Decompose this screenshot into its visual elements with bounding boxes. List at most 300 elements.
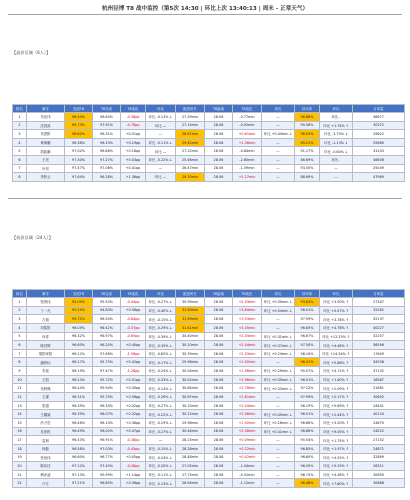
table-cell: 93.50% xyxy=(295,164,320,173)
table-cell: 环比 +14.34% ↑ xyxy=(320,349,353,358)
table-cell: 96.86% xyxy=(295,427,320,436)
table-cell: 25049 xyxy=(353,164,405,173)
table-cell: 96.07% xyxy=(93,410,121,419)
table-cell: +2.78min xyxy=(233,384,262,393)
table-cell: 30.10min xyxy=(176,341,205,350)
page-title: 杭州径博 T8 战中监控（第5次 14:30 | 环比上次 13:40:13 | 周末 - 正常天气） xyxy=(101,6,309,12)
table-cell: 95.72% xyxy=(93,375,121,384)
table-cell: 8 xyxy=(13,358,27,367)
table-cell: 10 xyxy=(13,375,27,384)
table-cell: — xyxy=(262,155,295,164)
table-cell: +0.42pp xyxy=(121,358,146,367)
column-header: T8完成 xyxy=(93,290,121,298)
table-cell: -0.37pp xyxy=(121,323,146,332)
table-cell: 40124 xyxy=(353,410,405,419)
table-cell: 28.06 xyxy=(205,341,233,350)
table-cell: +0.19pp xyxy=(121,138,146,147)
table-cell: 95.75% xyxy=(93,393,121,402)
table-header xyxy=(13,290,405,298)
table-cell: 卢江 xyxy=(27,479,65,488)
table-cell: 30693 xyxy=(353,470,405,479)
table-cell: 96.46% xyxy=(65,418,93,427)
table-cell: 14 xyxy=(13,410,27,419)
table-cell: +1.96min xyxy=(233,375,262,384)
table-cell: 26.94min xyxy=(176,479,205,488)
table-cell: 环比 +1.74% ↑ xyxy=(320,121,353,130)
table-cell: 环比 +0.29min ↓ xyxy=(262,367,295,376)
table-cell: 28.15min xyxy=(176,436,205,445)
table-cell: +0.56pp xyxy=(121,393,146,402)
table-cell: 96.09% xyxy=(295,462,320,471)
table-cell: 28.06 xyxy=(205,384,233,393)
table-cell: 96.91% xyxy=(93,436,121,445)
table-cell: -0.28pp xyxy=(121,462,146,471)
table-row xyxy=(13,323,405,332)
table-cell: 28.06 xyxy=(205,436,233,445)
table-cell: — xyxy=(320,164,353,173)
table-row xyxy=(13,375,405,384)
table-row xyxy=(13,393,405,402)
table-cell: 29.98min xyxy=(176,418,205,427)
table-cell: 冯子语 xyxy=(27,418,65,427)
table-cell: 环比 -0.15% ↓ xyxy=(146,444,176,453)
table-cell: 97.06% xyxy=(93,164,121,173)
table-cell: 96.64% xyxy=(93,113,121,122)
column-header: 配送时长 xyxy=(176,105,205,113)
table-cell: 96.60% xyxy=(295,453,320,462)
table-cell: 27.75min xyxy=(176,470,205,479)
table-cell: 28.06 xyxy=(205,349,233,358)
table-cell: 97.21% xyxy=(65,479,93,488)
table-cell: +1.14pp xyxy=(121,470,146,479)
table-header xyxy=(13,105,405,113)
column-header: 环比 xyxy=(146,290,176,298)
table-row xyxy=(13,164,405,173)
table-cell: 28.06 xyxy=(205,121,233,130)
table-cell: 吴利佩 xyxy=(27,384,65,393)
table-cell: 96.77% xyxy=(93,453,121,462)
table-cell: 环比 -0.33% ↓ xyxy=(146,375,176,384)
table-cell: 7 xyxy=(13,164,27,173)
table-cell: — xyxy=(262,479,295,488)
table-cell: 环比 -0.60% ↓ xyxy=(320,147,353,156)
column-header: 骑手 xyxy=(27,105,65,113)
table-row xyxy=(13,384,405,393)
table-cell: 37132 xyxy=(353,367,405,376)
table-cell: +2.33min xyxy=(233,349,262,358)
table-cell: -1.56pp xyxy=(121,349,146,358)
table-cell: 28.06 xyxy=(205,138,233,147)
high-area-table xyxy=(12,104,405,182)
table-cell: +3.35min xyxy=(233,323,262,332)
table-cell: 黄海鹏 xyxy=(27,138,65,147)
table-cell: 30.99min xyxy=(176,298,205,307)
table-cell: +0.30pp xyxy=(121,384,146,393)
table-cell: 环比 -0.13% ↓ xyxy=(146,479,176,488)
table-cell: 96.85% xyxy=(295,444,320,453)
table-cell: 96.20% xyxy=(93,341,121,350)
table-cell: 28.06 xyxy=(205,410,233,419)
table-cell: 陈昌辉 xyxy=(27,341,65,350)
table-cell: -1.04min xyxy=(233,462,262,471)
table-cell: — xyxy=(262,121,295,130)
table-cell: 环比 - xyxy=(320,113,353,122)
table-cell: 朱庭 xyxy=(27,367,65,376)
table-cell: 环比 — xyxy=(146,147,176,156)
table-cell: -1.28pp xyxy=(121,367,146,376)
table-cell: 97.50% xyxy=(295,341,320,350)
table-cell: 11 xyxy=(13,384,27,393)
table-cell: 环比 -0.29% ↓ xyxy=(146,323,176,332)
table-cell: 97.99% xyxy=(295,393,320,402)
low-area-table xyxy=(12,289,405,488)
table-cell: 环比 +0.37min ↓ xyxy=(262,341,295,350)
table-cell: — xyxy=(262,358,295,367)
table-cell: 28.06 xyxy=(205,367,233,376)
table-cell: 环比 +4.46% ↑ xyxy=(320,341,353,350)
table-cell: 1 xyxy=(13,298,27,307)
table-row xyxy=(13,418,405,427)
table-cell: 96.93% xyxy=(295,130,320,139)
table-cell: +0.41pp xyxy=(121,164,146,173)
table-cell: 28.06 xyxy=(205,323,233,332)
table-cell: 雷晨 xyxy=(27,436,65,445)
table-cell: 46606 xyxy=(353,155,405,164)
table-cell: 96.51% xyxy=(295,410,320,419)
table-cell: 梅亦凌 xyxy=(27,470,65,479)
table-cell: 胡凯鹏 xyxy=(27,147,65,156)
table-cell: 28.28min xyxy=(176,444,205,453)
table-cell: 47969 xyxy=(353,173,405,182)
table-row xyxy=(13,315,405,324)
table-cell: +0.56pp xyxy=(121,306,146,315)
table-cell: 环比 +0.33min ↓ xyxy=(262,384,295,393)
table-row xyxy=(13,358,405,367)
table-cell: 97.91% xyxy=(93,121,121,130)
table-cell: 31.99min xyxy=(176,315,205,324)
table-cell: 环比 -1.13% ↓ xyxy=(320,138,353,147)
table-row xyxy=(13,401,405,410)
table-cell: 15 xyxy=(13,418,27,427)
table-cell: 24871 xyxy=(353,444,405,453)
table-cell: — xyxy=(262,173,295,182)
table-cell: 环比 -0.17% ↓ xyxy=(146,358,176,367)
table-cell: 96.33% xyxy=(93,401,121,410)
table-cell: 28.06 xyxy=(205,479,233,488)
table-cell: +1.36min xyxy=(233,138,262,147)
table-cell: 96.60% xyxy=(65,341,93,350)
table-cell: 环比 +5.29% ↑ xyxy=(320,462,353,471)
column-header: 完成T8 xyxy=(65,105,93,113)
table-cell: 27.22min xyxy=(176,147,205,156)
table-cell: 96.48% xyxy=(295,479,320,488)
table-cell: 32257 xyxy=(353,332,405,341)
table-cell: 21 xyxy=(13,470,27,479)
table-cell: 26311 xyxy=(353,462,405,471)
table-cell: 96.54% xyxy=(65,113,93,122)
table-cell: 环比 +1.40% ↑ xyxy=(320,375,353,384)
table-cell: 环比 — xyxy=(146,121,176,130)
table-cell: 朱佳伟 xyxy=(27,113,65,122)
table-cell: +0.42min xyxy=(233,453,262,462)
table-cell: — xyxy=(146,436,176,445)
table-cell: -0.84pp xyxy=(121,315,146,324)
table-row xyxy=(13,462,405,471)
table-cell: — xyxy=(262,164,295,173)
table-cell: 环比 +3.78% ↑ xyxy=(320,315,353,324)
column-header: T8变化 xyxy=(121,105,146,113)
table-cell: 王亮 xyxy=(27,155,65,164)
table-cell: 29.42min xyxy=(176,138,205,147)
table-cell: 20 xyxy=(13,462,27,471)
table-cell: 环比 -0.24% ↓ xyxy=(146,453,176,462)
table-cell: 8 xyxy=(13,173,27,182)
table-cell: 环比 -0.20% ↓ xyxy=(146,462,176,471)
table-cell: 32582 xyxy=(353,306,405,315)
table-cell: +1.92min xyxy=(233,358,262,367)
table-row xyxy=(13,113,405,122)
table-cell: 95.94% xyxy=(93,384,121,393)
column-header: T8距离 xyxy=(205,105,233,113)
table-cell: 24522 xyxy=(353,427,405,436)
table-cell: 30692 xyxy=(353,393,405,402)
table-cell: 何青 xyxy=(27,332,65,341)
table-cell: 环比 +5.69% ↑ xyxy=(320,401,353,410)
table-cell: 97.03% xyxy=(93,444,121,453)
table-row xyxy=(13,306,405,315)
table-cell: +0.51pp xyxy=(121,375,146,384)
table-cell: 96.67% xyxy=(295,332,320,341)
table-cell: 1 xyxy=(13,113,27,122)
table-cell: 28.06 xyxy=(205,113,233,122)
table-cell: 30372 xyxy=(353,121,405,130)
table-cell: 96.19% xyxy=(93,138,121,147)
table-row xyxy=(13,298,405,307)
table-cell: 朱思彬 xyxy=(27,130,65,139)
table-cell: 环比 -0.62% ↓ xyxy=(146,349,176,358)
table-cell: 89.21% xyxy=(295,138,320,147)
table-cell: 26.47min xyxy=(176,164,205,173)
table-cell: -0.38pp xyxy=(121,436,146,445)
table-cell: 95.29% xyxy=(65,306,93,315)
column-header: 环比 xyxy=(262,290,295,298)
table-cell: 28.06 xyxy=(205,130,233,139)
table-cell: 5 xyxy=(13,147,27,156)
table-cell: 97.30% xyxy=(65,155,93,164)
table-cell: 28.06 xyxy=(205,427,233,436)
table-row xyxy=(13,130,405,139)
table-cell: -0.65pp xyxy=(121,332,146,341)
table-cell: 环比 +2.17% ↑ xyxy=(320,393,353,402)
table-cell: 环比 +4.78% ↑ xyxy=(320,323,353,332)
table-cell: +0.61min xyxy=(233,130,262,139)
table-cell: 24670 xyxy=(353,418,405,427)
table-cell: — xyxy=(262,147,295,156)
table-cell: 97.47% xyxy=(93,367,121,376)
table-cell: 32137 xyxy=(353,315,405,324)
table-cell: +3.84min xyxy=(233,306,262,315)
table-cell: 17649 xyxy=(353,349,405,358)
table-cell: 6 xyxy=(13,341,27,350)
table-cell: +0.36pp xyxy=(121,479,146,488)
table-cell: 28.06 xyxy=(205,418,233,427)
table-row xyxy=(13,173,405,182)
table-cell: 9 xyxy=(13,367,27,376)
table-cell: 91.17% xyxy=(295,147,320,156)
table-cell: 5 xyxy=(13,332,27,341)
table-cell: 王濠 xyxy=(27,393,65,402)
column-header: T8变化 xyxy=(233,290,262,298)
table-cell: 27347 xyxy=(353,298,405,307)
column-header: T8完成 xyxy=(93,105,121,113)
table-cell: 28.06 xyxy=(205,470,233,479)
table-cell: — xyxy=(262,470,295,479)
table-cell: +2.93min xyxy=(233,298,262,307)
table-cell: 29622 xyxy=(353,130,405,139)
table-cell: — xyxy=(262,138,295,147)
table-cell: 3 xyxy=(13,130,27,139)
table-cell: 96.10% xyxy=(93,418,121,427)
table-cell: 16587 xyxy=(353,375,405,384)
table-cell: +1.27min xyxy=(233,173,262,182)
table-row xyxy=(13,410,405,419)
table-cell: 28.06 xyxy=(205,375,233,384)
table-cell: 环比 -0.13% ↓ xyxy=(146,113,176,122)
table-row xyxy=(13,341,405,350)
table-cell: 17 xyxy=(13,436,27,445)
table-cell: 95.99% xyxy=(93,470,121,479)
table-cell: -0.77min xyxy=(233,113,262,122)
column-header: 排名 xyxy=(13,290,27,298)
table-cell: +1.36pp xyxy=(121,173,146,182)
table-cell: 30.40min xyxy=(176,332,205,341)
column-header: 骑手 xyxy=(27,290,65,298)
table-cell: 94.83% xyxy=(93,306,121,315)
table-cell: 环比 -0.26% ↓ xyxy=(146,393,176,402)
table-cell: 96.41% xyxy=(295,358,320,367)
table-cell: 28.06 xyxy=(205,462,233,471)
table-cell: 环比 +7.80% ↑ xyxy=(320,479,353,488)
table-cell: 环比 +0.44min ↓ xyxy=(262,130,295,139)
table-cell: 环比 -0.24% ↓ xyxy=(146,367,176,376)
table-cell: -1.59min xyxy=(233,164,262,173)
table-cell: 46677 xyxy=(353,113,405,122)
table-cell: — xyxy=(262,444,295,453)
table-cell: 96.58% xyxy=(65,444,93,453)
table-cell: 96.53% xyxy=(65,436,93,445)
table-row xyxy=(13,367,405,376)
table-cell: 环比 -0.27% ↓ xyxy=(146,427,176,436)
table-row xyxy=(13,332,405,341)
table-cell: 96.97% xyxy=(93,332,121,341)
table-cell: 28.06 xyxy=(205,315,233,324)
table-cell: -0.38pp xyxy=(121,113,146,122)
table-cell: +0.36pp xyxy=(121,418,146,427)
table-cell: 环比 +0.24min ↓ xyxy=(262,349,295,358)
table-cell: 环比 +4.71% ↑ xyxy=(320,367,353,376)
table-row xyxy=(13,479,405,488)
table-cell: +0.22min xyxy=(233,444,262,453)
table-cell: 环比 -0.27% ↓ xyxy=(146,401,176,410)
table-cell: 环比 +0.31min ↓ xyxy=(262,332,295,341)
table-cell: 96.31% xyxy=(93,130,121,139)
column-header: 好评率 xyxy=(295,105,320,113)
table-cell: 环比 +0.30min ↓ xyxy=(262,298,295,307)
table-cell: 95.72% xyxy=(65,315,93,324)
table-cell: 16 xyxy=(13,427,27,436)
table-cell: 沈智凯 xyxy=(27,121,65,130)
table-cell: 环比 -0.11% ↓ xyxy=(146,470,176,479)
column-header: 环比 xyxy=(320,105,353,113)
table-cell: 28.06 xyxy=(205,444,233,453)
table-cell: — xyxy=(262,323,295,332)
table-cell: 环比 +1.75% ↑ xyxy=(320,436,353,445)
table-cell: 4 xyxy=(13,323,27,332)
table-cell: 88.69% xyxy=(295,173,320,182)
table-cell: 28.06 xyxy=(205,147,233,156)
table-cell: 丁一凡 xyxy=(27,306,65,315)
table-cell: 环比 +5.86% ↑ xyxy=(320,358,353,367)
column-header: T8变化 xyxy=(121,290,146,298)
table-cell: 2 xyxy=(13,306,27,315)
table-cell: +0.02pp xyxy=(121,401,146,410)
table-cell: 27152 xyxy=(353,436,405,445)
table-cell: +0.05pp xyxy=(121,453,146,462)
table-row xyxy=(13,444,405,453)
table-cell: 96.86% xyxy=(93,147,121,156)
table-cell: 34536 xyxy=(353,358,405,367)
table-cell: 96.65% xyxy=(295,323,320,332)
table-cell: 96.19% xyxy=(295,401,320,410)
divider xyxy=(8,14,402,15)
table-cell: 96.32% xyxy=(65,332,93,341)
table-cell: +0.40pp xyxy=(121,341,146,350)
table-cell: 28.06 xyxy=(205,332,233,341)
table-cell: — xyxy=(262,401,295,410)
table-cell: 32869 xyxy=(353,453,405,462)
table-cell: 环比 +12.25% ↑ xyxy=(320,332,353,341)
table-cell: +2.04min xyxy=(233,341,262,350)
table-cell: 97.40% xyxy=(93,462,121,471)
table-cell: — xyxy=(320,173,353,182)
table-cell: 97.22% xyxy=(295,384,320,393)
table-cell: 张景伟 xyxy=(27,298,65,307)
table-cell: 96.35% xyxy=(65,401,93,410)
table-cell: 环比 +4.52% ↑ xyxy=(320,453,353,462)
column-header: 环比 xyxy=(262,105,295,113)
table-cell: 96.49% xyxy=(65,427,93,436)
table-row xyxy=(13,436,405,445)
table-cell: 98.16% xyxy=(295,349,320,358)
table-cell: 4 xyxy=(13,138,27,147)
table-cell: -0.84min xyxy=(233,147,262,156)
table-cell: 7 xyxy=(13,349,27,358)
table-cell: 环比 +0.45min ↓ xyxy=(262,410,295,419)
table-cell: 96.38% xyxy=(65,138,93,147)
table-cell: 29.33min xyxy=(176,173,205,182)
table-cell: 28.06 xyxy=(205,155,233,164)
table-cell: 96.23% xyxy=(65,375,93,384)
table-cell: 王凯 xyxy=(27,375,65,384)
table-cell: 环比 -0.14% ↓ xyxy=(146,384,176,393)
table-row xyxy=(13,427,405,436)
table-cell: — xyxy=(146,130,176,139)
column-header: 好评率 xyxy=(295,290,320,298)
table-cell: 28.06 xyxy=(205,173,233,182)
table-cell: 30.84min xyxy=(176,384,205,393)
table-cell: 97.12% xyxy=(65,462,93,471)
table-cell: 40227 xyxy=(353,323,405,332)
